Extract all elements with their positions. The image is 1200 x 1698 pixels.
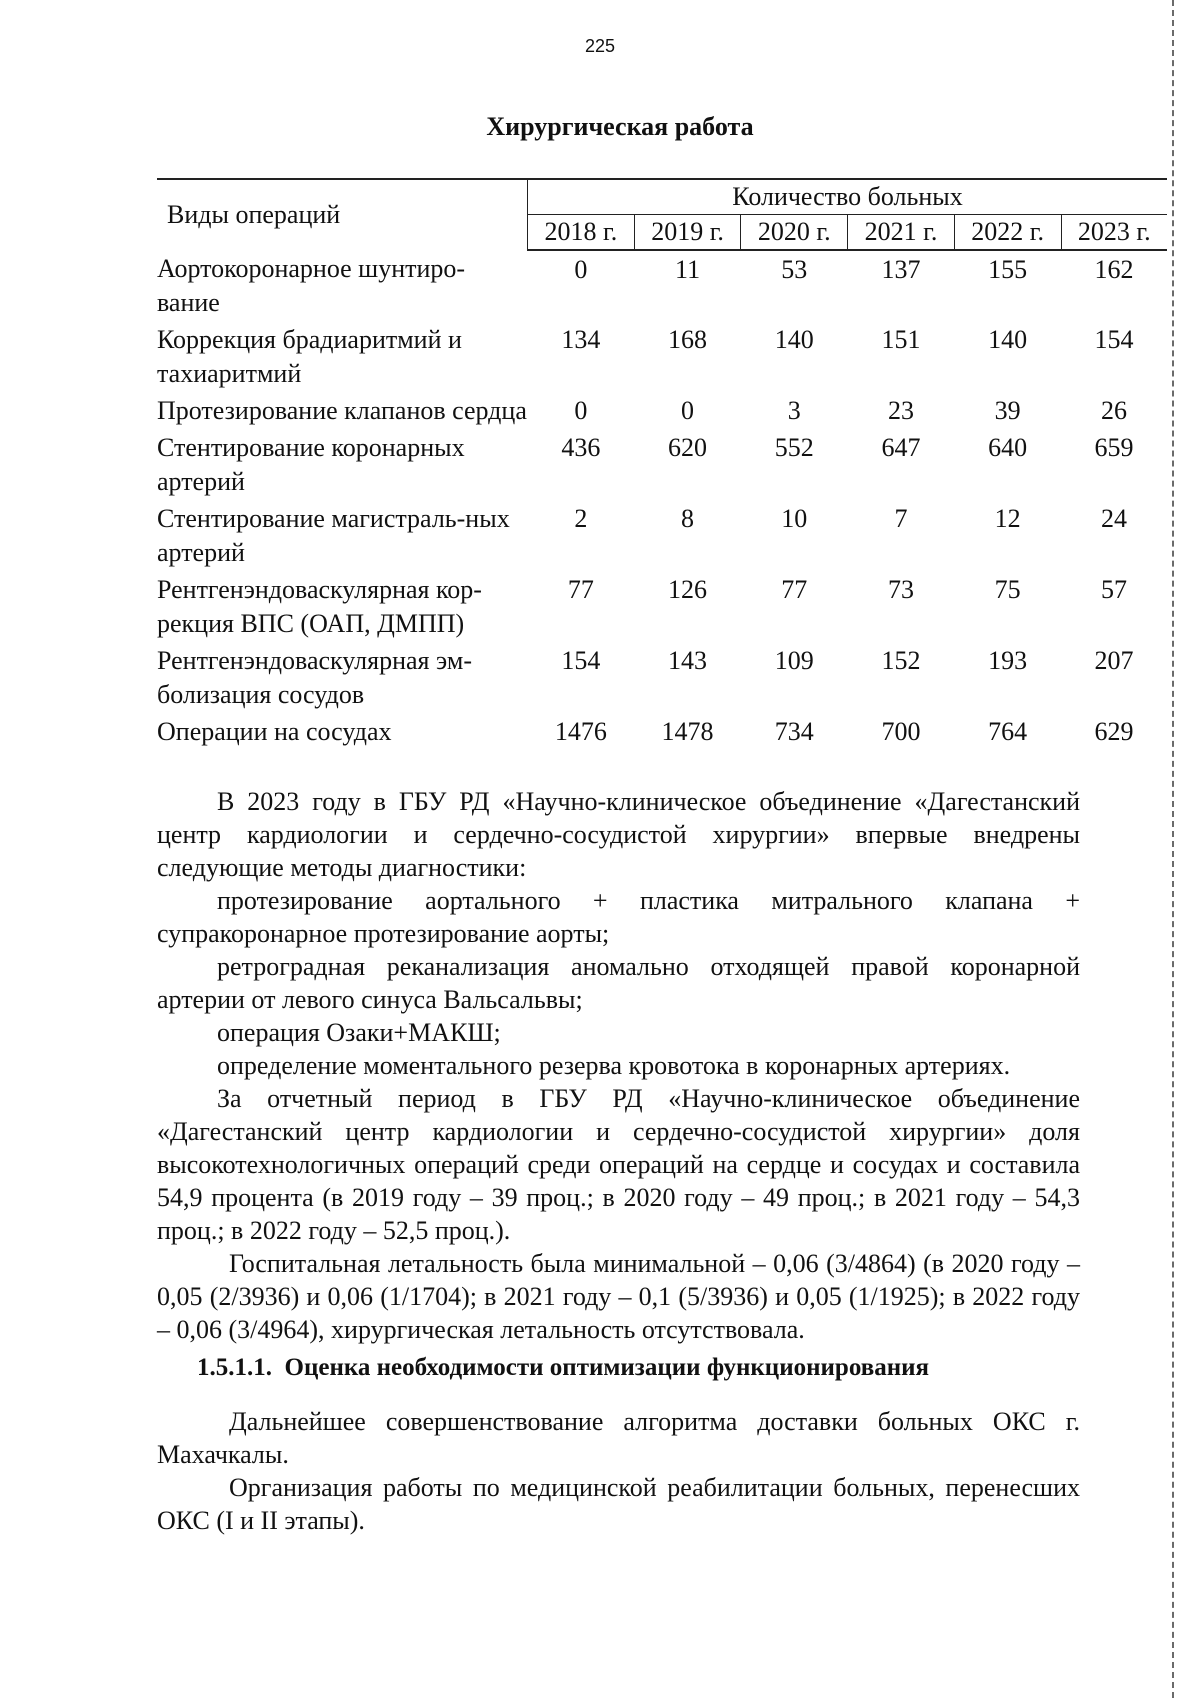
table-header-year: 2022 г. bbox=[954, 215, 1061, 251]
table-row bbox=[157, 571, 1167, 642]
row-value: 11 bbox=[675, 255, 701, 284]
paragraph-method-item: ретроградная реканализация аномально отходящей правой коронарной артерии от левого синуса Вальсальвы; bbox=[157, 952, 1080, 1014]
row-value: 109 bbox=[774, 646, 814, 675]
row-value: 207 bbox=[1094, 646, 1134, 675]
row-value: 734 bbox=[774, 717, 814, 746]
row-value: 143 bbox=[668, 646, 708, 675]
row-value: 640 bbox=[988, 433, 1028, 462]
row-operation-name: Стентирование коронарных артерий bbox=[157, 433, 465, 496]
table-row bbox=[157, 321, 1167, 392]
row-value: 77 bbox=[781, 575, 808, 604]
row-value: 0 bbox=[574, 255, 588, 284]
row-value: 552 bbox=[774, 433, 814, 462]
section-text-block bbox=[157, 1405, 1080, 1537]
section-title: Оценка необходимости оптимизации функционирования bbox=[284, 1354, 930, 1381]
row-value: 2 bbox=[574, 504, 588, 533]
table-header-year: 2021 г. bbox=[848, 215, 955, 251]
row-value: 53 bbox=[781, 255, 808, 284]
table-row bbox=[157, 713, 1167, 750]
operations-table bbox=[157, 178, 1167, 750]
row-value: 659 bbox=[1094, 433, 1134, 462]
table-row bbox=[157, 642, 1167, 713]
row-value: 168 bbox=[668, 325, 708, 354]
row-value: 154 bbox=[561, 646, 601, 675]
row-value: 436 bbox=[561, 433, 601, 462]
row-value: 1476 bbox=[554, 717, 607, 746]
row-value: 23 bbox=[887, 396, 914, 425]
row-value: 1478 bbox=[661, 717, 714, 746]
table-header-year: 2018 г. bbox=[528, 215, 635, 251]
row-value: 152 bbox=[881, 646, 921, 675]
paragraph-method-item: операция Озаки+МАКШ; bbox=[217, 1018, 501, 1047]
row-value: 193 bbox=[988, 646, 1028, 675]
row-operation-name: Рентгенэндоваскулярная эм-болизация сосудов bbox=[157, 646, 473, 709]
table-header-patient-count: Количество больных bbox=[528, 179, 1168, 215]
row-value: 700 bbox=[881, 717, 921, 746]
row-value: 7 bbox=[894, 504, 908, 533]
row-value: 10 bbox=[781, 504, 808, 533]
row-value: 8 bbox=[681, 504, 695, 533]
table-row bbox=[157, 500, 1167, 571]
table-row bbox=[157, 250, 1167, 321]
row-value: 57 bbox=[1101, 575, 1127, 604]
row-value: 24 bbox=[1101, 504, 1127, 533]
section-number: 1.5.1.1. bbox=[197, 1354, 272, 1381]
row-value: 647 bbox=[881, 433, 921, 462]
table-header-year: 2023 г. bbox=[1061, 215, 1167, 251]
row-value: 77 bbox=[567, 575, 594, 604]
row-value: 75 bbox=[994, 575, 1021, 604]
paragraph-method-item: определение моментального резерва кровотока в коронарных артериях. bbox=[217, 1051, 1011, 1080]
row-value: 629 bbox=[1094, 717, 1134, 746]
row-value: 140 bbox=[774, 325, 814, 354]
paragraph-delivery: Дальнейшее совершенствование алгоритма доставки больных ОКС г. Махачкалы. bbox=[157, 1407, 1080, 1469]
paragraph-rehabilitation: Организация работы по медицинской реабилитации больных, перенесших ОКС (I и II этапы). bbox=[157, 1473, 1080, 1535]
body-text-block bbox=[157, 785, 1080, 1346]
row-value: 154 bbox=[1094, 325, 1134, 354]
row-value: 26 bbox=[1101, 396, 1127, 425]
paragraph-hitech-share: За отчетный период в ГБУ РД «Научно-клиническое объединение «Дагестанский центр кардиологии и сердечно-сосудистой хирургии» доля высокотехнологичных операций среди операций на сердце и сосудах и составила 54,9 процента (в 2019 году – 39 проц.; в 2020 году – 49 проц.; в 2021 году – 54,3 проц.; в 2022 году – 52,5 проц.). bbox=[157, 1084, 1080, 1245]
row-value: 134 bbox=[561, 325, 601, 354]
table-header-operation-type: Виды операций bbox=[157, 179, 528, 250]
paragraph-method-item: протезирование аортального + пластика митрального клапана + супракоронарное протезирование аорты; bbox=[157, 886, 1080, 948]
row-operation-name: Рентгенэндоваскулярная кор-рекция ВПС (ОАП, ДМПП) bbox=[157, 575, 482, 638]
row-value: 137 bbox=[881, 255, 921, 284]
row-value: 0 bbox=[681, 396, 695, 425]
table-header-year: 2020 г. bbox=[741, 215, 848, 251]
paragraph-mortality: Госпитальная летальность была минимальной – 0,06 (3/4864) (в 2020 году – 0,05 (2/3936) и 0,06 (1/1704); в 2021 году – 0,1 (5/3936) и 0,05 (1/1925); в 2022 году – 0,06 (3/4964), хирургическая летальность отсутствовала. bbox=[157, 1249, 1080, 1344]
section-heading bbox=[197, 1354, 929, 1382]
row-value: 151 bbox=[881, 325, 921, 354]
row-operation-name: Коррекция брадиаритмий и тахиаритмий bbox=[157, 325, 462, 388]
table-header-year: 2019 г. bbox=[634, 215, 741, 251]
page-number: 225 bbox=[584, 36, 616, 56]
scan-edge-line bbox=[1172, 0, 1174, 1698]
table-row bbox=[157, 429, 1167, 500]
row-value: 155 bbox=[988, 255, 1028, 284]
row-operation-name: Операции на сосудах bbox=[157, 717, 392, 746]
row-value: 620 bbox=[668, 433, 708, 462]
row-value: 162 bbox=[1094, 255, 1134, 284]
row-value: 3 bbox=[787, 396, 801, 425]
row-value: 73 bbox=[887, 575, 914, 604]
row-value: 12 bbox=[994, 504, 1021, 533]
row-value: 0 bbox=[574, 396, 588, 425]
row-value: 39 bbox=[994, 396, 1021, 425]
row-operation-name: Аортокоронарное шунтиро-вание bbox=[157, 254, 466, 317]
row-operation-name: Стентирование магистраль-ных артерий bbox=[157, 504, 510, 567]
row-value: 764 bbox=[988, 717, 1028, 746]
row-operation-name: Протезирование клапанов сердца bbox=[157, 396, 527, 425]
paragraph-new-methods: В 2023 году в ГБУ РД «Научно-клиническое объединение «Дагестанский центр кардиологии и сердечно-сосудистой хирургии» впервые внедрены следующие методы диагностики: bbox=[157, 787, 1080, 882]
row-value: 140 bbox=[988, 325, 1028, 354]
table-row bbox=[157, 392, 1167, 429]
row-value: 126 bbox=[668, 575, 708, 604]
table-title: Хирургическая работа bbox=[486, 112, 754, 141]
